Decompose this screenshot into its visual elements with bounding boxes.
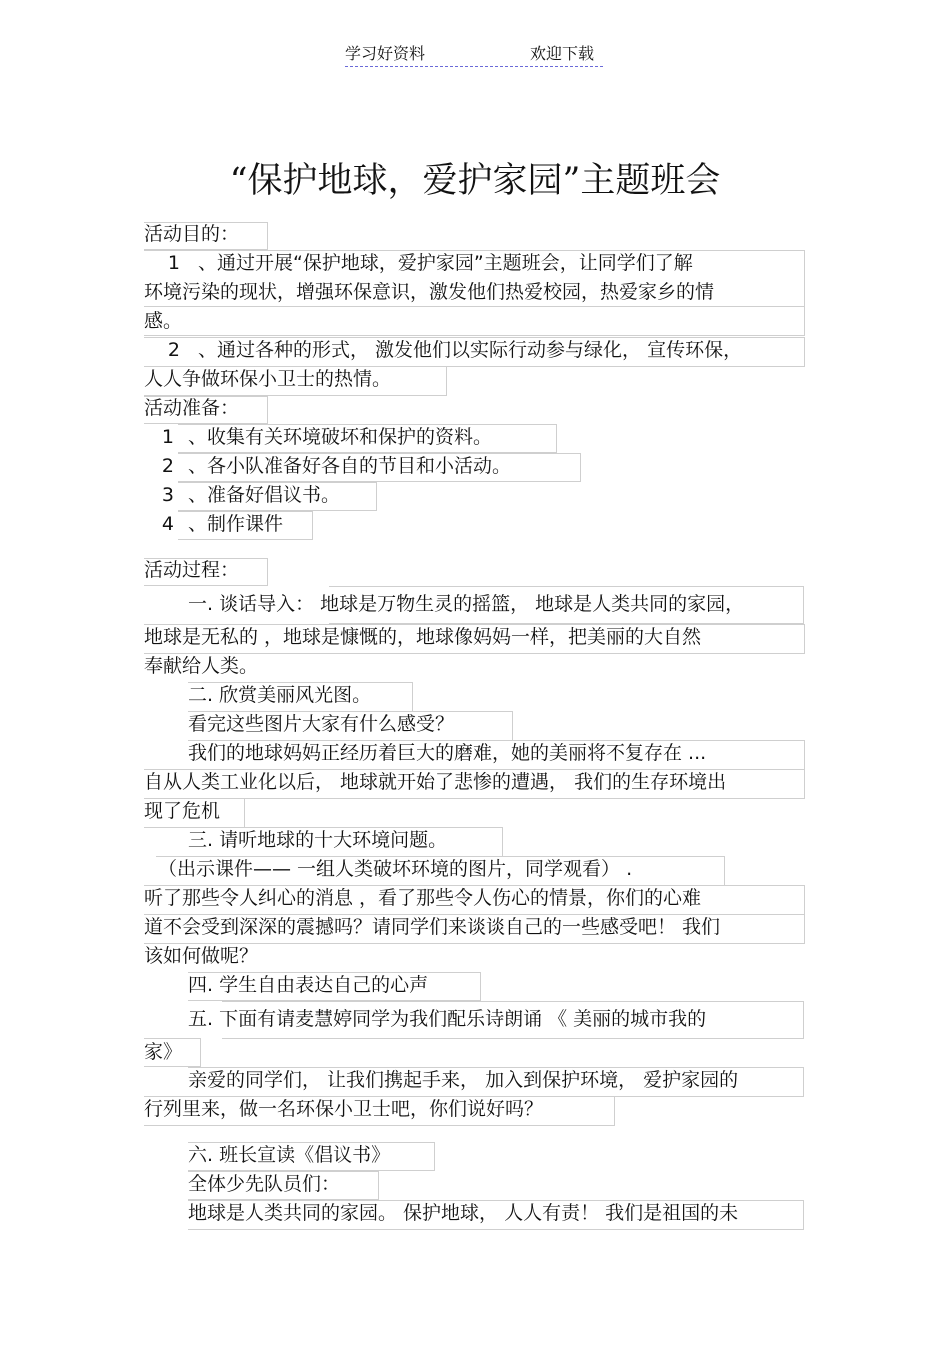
proposal-salutation: 全体少先队员们：	[188, 1173, 341, 1195]
process-heading: 活动过程：	[144, 559, 240, 581]
prep-item-3-text: 、准备好倡议书。	[188, 484, 341, 506]
prep-item-4-text: 、制作课件	[188, 513, 284, 535]
section-four: 四. 学生自由表达自己的心声	[188, 974, 429, 996]
courseware-note: （出示课件—— 一组人类破坏环境的图片，同学观看） .	[158, 858, 633, 880]
appeal-line-1: 亲爱的同学们， 让我们携起手来， 加入到保护环境， 爱护家园的	[188, 1069, 739, 1091]
purpose-item-1-line-2: 环境污染的现状，增强环保意识，激发他们热爱校园，热爱家乡的情	[144, 281, 715, 303]
prep-item-2-text: 、各小队准备好各自的节目和小活动。	[188, 455, 512, 477]
prep-item-1-number: 1	[161, 426, 174, 448]
intro-lead: 一. 谈话导入：	[188, 593, 315, 615]
intro-text: 地球是万物生灵的摇篮， 地球是人类共同的家园，	[320, 593, 745, 615]
prep-item-2-number: 2	[161, 455, 174, 477]
prep-item-3	[160, 481, 340, 510]
proposal-first-line: 地球是人类共同的家园。 保护地球， 人人有责！ 我们是祖国的未	[188, 1202, 739, 1224]
earth-line-1: 我们的地球妈妈正经历着巨大的磨难，她的美丽将不复存在 ...	[188, 742, 707, 764]
header-right-text: 欢迎下载	[530, 44, 595, 63]
prep-item-3-number: 3	[161, 484, 174, 506]
purpose-item-1-number: 1	[167, 252, 180, 274]
purpose-item-1-line-1	[160, 249, 693, 278]
prep-heading: 活动准备：	[144, 397, 240, 419]
section-six: 六. 班长宣读《倡议书》	[188, 1144, 391, 1166]
intro-line-3: 奉献给人类。	[144, 655, 259, 677]
purpose-item-1-text: 、通过开展“保护地球，爱护家园”主题班会，让同学们了解	[198, 252, 693, 274]
section-five-line-2: 家》	[144, 1041, 183, 1063]
header-left-text: 学习好资料	[345, 44, 426, 63]
feeling-question: 看完这些图片大家有什么感受？	[188, 713, 455, 735]
prep-item-4-number: 4	[161, 513, 174, 535]
section-three: 三. 请听地球的十大环境问题。	[188, 829, 448, 851]
prep-item-2	[160, 452, 511, 481]
purpose-heading: 活动目的：	[144, 223, 240, 245]
prep-item-1	[160, 423, 492, 452]
document-title: “保护地球，爱护家园”主题班会	[229, 161, 721, 201]
intro-line-1	[188, 590, 744, 619]
purpose-item-1-line-3: 感。	[144, 310, 183, 332]
prep-item-4	[160, 510, 283, 539]
reflection-line-1: 听了那些令人纠心的消息 ，看了那些令人伤心的情景，你们的心难	[144, 887, 702, 909]
purpose-item-2-number: 2	[167, 339, 180, 361]
reflection-line-3: 该如何做呢？	[144, 945, 259, 967]
section-two: 二. 欣赏美丽风光图。	[188, 684, 372, 706]
reflection-line-2: 道不会受到深深的震撼吗？请同学们来谈谈自己的一些感受吧！ 我们	[144, 916, 721, 938]
appeal-line-2: 行列里来，做一名环保小卫士吧，你们说好吗？	[144, 1098, 544, 1120]
earth-line-3: 现了危机	[144, 800, 221, 822]
section-five-line-1: 五. 下面有请麦慧婷同学为我们配乐诗朗诵 《 美丽的城市我的	[188, 1008, 707, 1030]
prep-item-1-text: 、收集有关环境破坏和保护的资料。	[188, 426, 493, 448]
purpose-item-2-text: 、通过各种的形式， 激发他们以实际行动参与绿化， 宣传环保，	[198, 339, 743, 361]
page-header	[345, 42, 603, 67]
earth-line-2: 自从人类工业化以后， 地球就开始了悲惨的遭遇， 我们的生存环境出	[144, 771, 727, 793]
intro-line-2: 地球是无私的 ，地球是慷慨的，地球像妈妈一样，把美丽的大自然	[144, 626, 702, 648]
text-box	[144, 306, 805, 336]
purpose-item-2-line-2: 人人争做环保小卫士的热情。	[144, 368, 392, 390]
purpose-item-2-line-1	[160, 336, 742, 365]
